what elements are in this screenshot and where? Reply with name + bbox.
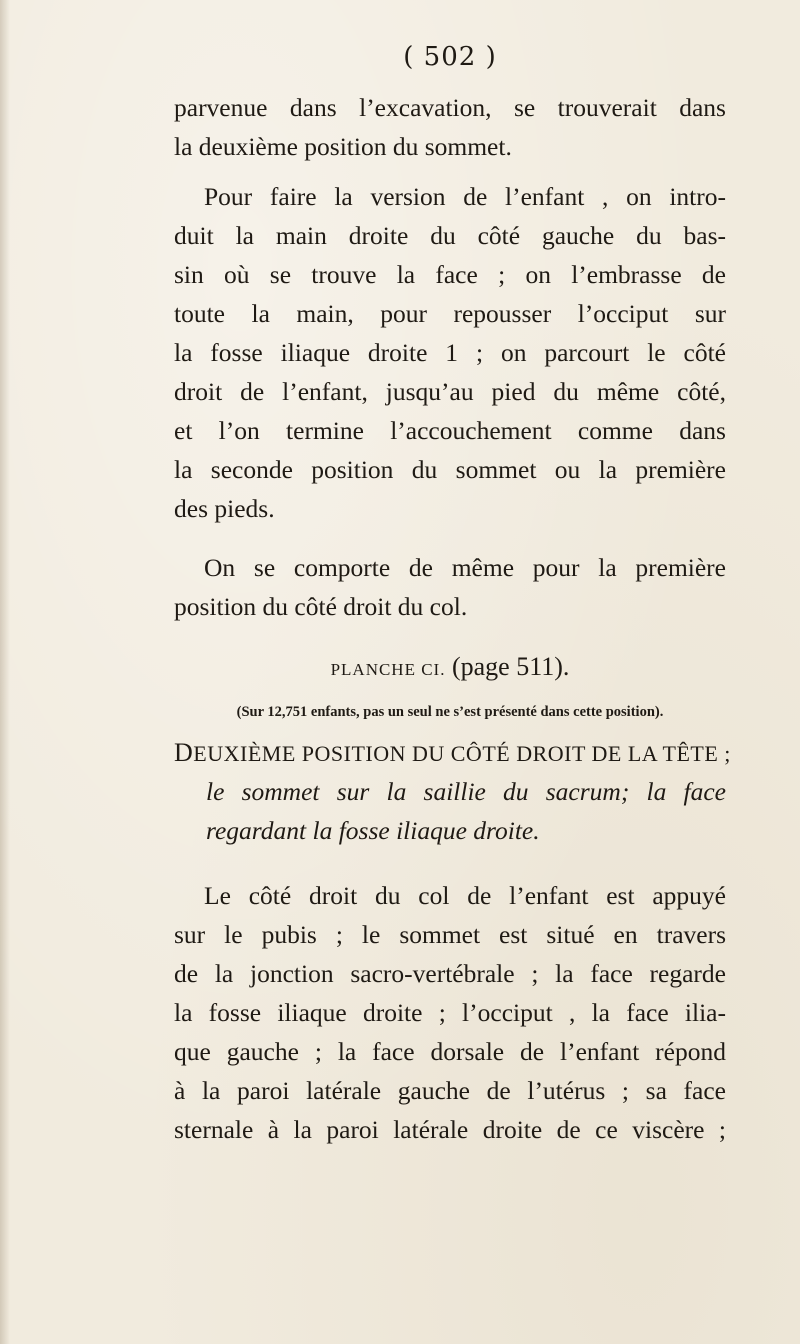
text-line: parvenue dans l’excavation, se trouverait dans	[174, 93, 726, 122]
plate-page-ref: (page 511).	[451, 652, 570, 681]
text-line: toute la main, pour repousser l’occiput sur	[174, 299, 726, 328]
text-line: la fosse iliaque droite 1 ; on parcourt le côté	[174, 338, 726, 367]
text-line: de la jonction sacro-vertébrale ; la face regarde	[174, 959, 726, 988]
text-line: droit de l’enfant, jusqu’au pied du même côté,	[174, 377, 726, 406]
subtitle-line: regardant la fosse iliaque droite.	[206, 816, 540, 845]
text-line: à la paroi latérale gauche de l’utérus ; sa face	[174, 1076, 726, 1105]
text-line: et l’on termine l’accouchement comme dans	[174, 416, 726, 445]
text-line: sur le pubis ; le sommet est situé en travers	[174, 920, 726, 949]
section-title-initial: D	[174, 738, 194, 767]
section-title	[174, 733, 731, 773]
paragraph-version	[174, 177, 726, 528]
section-subtitle	[206, 772, 726, 850]
plate-heading	[0, 652, 800, 682]
text-line: On se comporte de même pour la première	[204, 553, 726, 582]
subtitle-line: le sommet sur la saillie du sacrum; la face	[206, 777, 726, 806]
statistics-note: (Sur 12,751 enfants, pas un seul ne s’est présenté dans cette position).	[236, 704, 664, 720]
text-line: duit la main droite du côté gauche du bas-	[174, 221, 726, 250]
paragraph-continuation	[174, 88, 726, 166]
text-line: la deuxième position du sommet.	[174, 132, 512, 161]
plate-label: PLANCHE CI.	[330, 660, 446, 679]
text-line: la seconde position du sommet ou la première	[174, 455, 726, 484]
text-line: sin où se trouve la face ; on l’embrasse de	[174, 260, 726, 289]
text-line: des pieds.	[174, 494, 275, 523]
text-line: sternale à la paroi latérale droite de ce viscère ;	[174, 1115, 726, 1144]
text-line: position du côté droit du col.	[174, 592, 468, 621]
paragraph-description	[174, 876, 726, 1149]
text-line: Pour faire la version de l’enfant , on intro-	[204, 182, 726, 211]
section-title-rest: EUXIÈME POSITION DU CÔTÉ DROIT DE LA TÊTE ;	[193, 741, 731, 766]
text-line: la fosse iliaque droite ; l’occiput , la face ilia-	[174, 998, 726, 1027]
paragraph-comportement	[174, 548, 726, 626]
page-number: ( 502 )	[403, 42, 497, 72]
text-line: Le côté droit du col de l’enfant est appuyé	[204, 881, 726, 910]
text-line: que gauche ; la face dorsale de l’enfant répond	[174, 1037, 726, 1066]
